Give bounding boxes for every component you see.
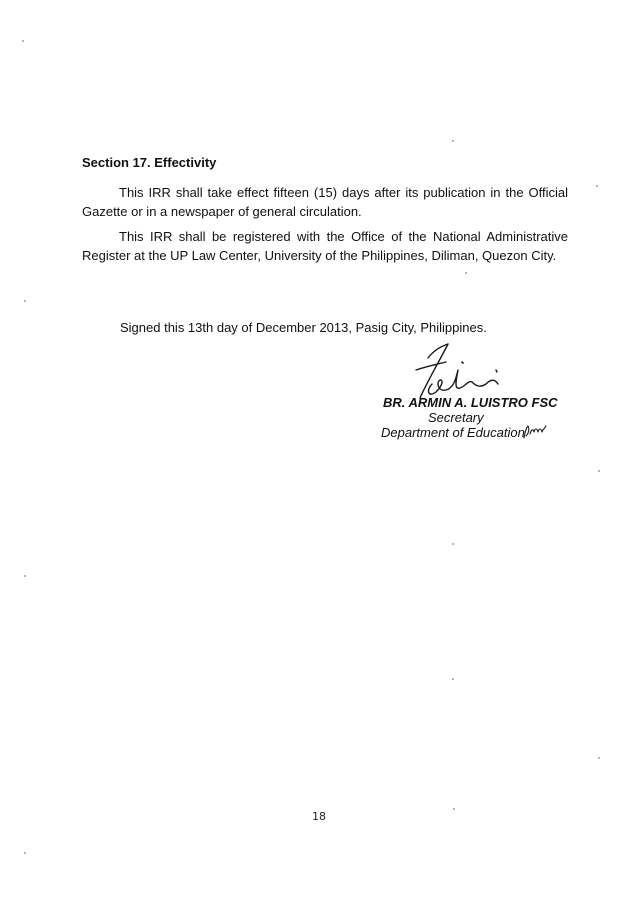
scan-speck [24,852,26,854]
scan-speck [24,300,26,302]
signatory-title: Secretary [428,410,484,425]
signatory-name: BR. ARMIN A. LUISTRO FSC [383,395,558,410]
scan-speck [452,543,454,545]
scan-speck [452,678,454,680]
scan-speck [453,808,455,810]
scan-speck [452,140,454,142]
scan-speck [465,272,467,274]
scan-speck [596,185,598,187]
effectivity-paragraph: This IRR shall take effect fifteen (15) days after its publication in the Official Gazette or in a newspaper of general circulation. [82,185,568,219]
scan-speck [22,40,24,42]
section-heading: Section 17. Effectivity [82,155,217,170]
signatory-department: Department of Education [381,425,525,440]
registration-paragraph: This IRR shall be registered with the Office of the National Administrative Register at the UP Law Center, University of the Philippines, Diliman, Quezon City. [82,229,568,263]
signed-date-line: Signed this 13th day of December 2013, Pasig City, Philippines. [120,320,487,335]
handwritten-initials [522,422,548,440]
scan-speck [598,757,600,759]
page-number: 18 [312,810,326,823]
scan-speck [598,470,600,472]
scan-speck [24,575,26,577]
